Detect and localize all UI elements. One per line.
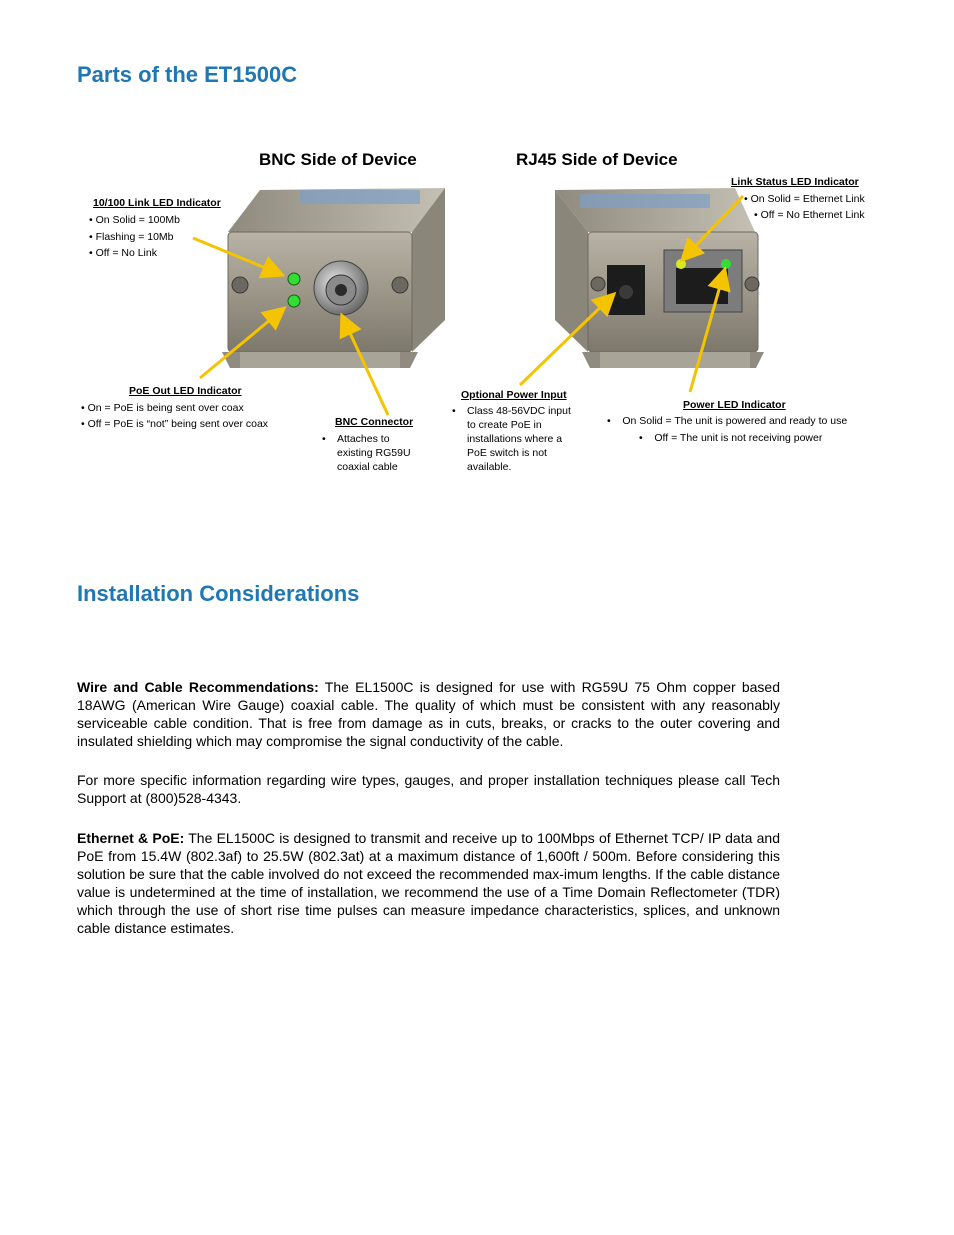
link-status-led-item: • Off = No Ethernet Link bbox=[754, 209, 865, 221]
optional-power-line: PoE switch is not bbox=[467, 447, 547, 459]
rj45-side-caption: RJ45 Side of Device bbox=[516, 150, 678, 169]
tech-support-paragraph: For more specific information regarding wire types, gauges, and proper installation techniques please call Tech Support at (800)528-4343. bbox=[77, 772, 780, 806]
poe-out-led-title: PoE Out LED Indicator bbox=[129, 385, 242, 397]
link-status-led-title: Link Status LED Indicator bbox=[731, 176, 859, 188]
bullet: • bbox=[322, 433, 326, 445]
wire-cable-text: The EL1500C is designed for use with RG59U 75 Ohm copper based 18AWG (American Wire Gauge) coaxial cable. The quality of which must be consistent with any reasonably serviceable cable condition. That is free from damage as in cuts, breaks, or cracks to the outer covering and insulated shielding which may compromise the signal conductivity of the cable. bbox=[77, 679, 781, 749]
bnc-side-device bbox=[222, 188, 445, 368]
poe-led-icon bbox=[288, 295, 300, 307]
bnc-connector-line: existing RG59U bbox=[337, 447, 411, 459]
bullet: • bbox=[452, 405, 456, 417]
wire-cable-label: Wire and Cable Recommendations: bbox=[77, 679, 319, 695]
ethernet-poe-paragraph bbox=[77, 829, 780, 937]
link-status-led-item: • On Solid = Ethernet Link bbox=[744, 193, 865, 205]
bnc-connector-line: Attaches to bbox=[337, 433, 390, 445]
optional-power-line: to create PoE in bbox=[467, 419, 542, 431]
rj45-side-device bbox=[555, 188, 764, 368]
link-led-item: • On Solid = 100Mb bbox=[89, 214, 180, 226]
device-figure bbox=[0, 0, 954, 500]
link-led-item: • Off = No Link bbox=[89, 247, 157, 259]
link-status-led-icon bbox=[676, 259, 686, 269]
power-led-title: Power LED Indicator bbox=[683, 399, 786, 411]
optional-power-title: Optional Power Input bbox=[461, 389, 567, 401]
ethernet-poe-text: The EL1500C is designed to transmit and receive up to 100Mbps of Ethernet TCP/ IP data and PoE from 15.4W (802.3af) to 25.5W (802.3at) at a maximum distance of 1,600ft / 500m. Before considering this solution be sure that the cable involved do not exceed the recommended max-imum lengths. If the cable distance value is undetermined at the time of installation, we recommend the use of a Time Domain Reflectometer (TDR) which through the use of short rise time pulses can measure impedance characteristics, splices, and unknown cable distance estimates. bbox=[77, 830, 780, 936]
optional-power-line: installations where a bbox=[467, 433, 563, 445]
bnc-connector-line: coaxial cable bbox=[337, 461, 398, 473]
section-title-parts: Parts of the ET1500C bbox=[77, 62, 298, 87]
ethernet-poe-label: Ethernet & PoE: bbox=[77, 830, 185, 846]
power-led-item: • On Solid = The unit is powered and ready to use bbox=[607, 415, 848, 427]
link-led-title: 10/100 Link LED Indicator bbox=[93, 197, 221, 209]
bnc-side-caption: BNC Side of Device bbox=[259, 150, 417, 169]
poe-out-led-item: • On = PoE is being sent over coax bbox=[81, 402, 244, 414]
optional-power-line: Class 48-56VDC input bbox=[467, 405, 571, 417]
link-led-item: • Flashing = 10Mb bbox=[89, 231, 174, 243]
section-title-installation: Installation Considerations bbox=[77, 581, 360, 606]
poe-out-led-item: • Off = PoE is “not” being sent over coax bbox=[81, 418, 269, 430]
link-led-icon bbox=[288, 273, 300, 285]
wire-cable-paragraph bbox=[77, 678, 780, 750]
power-led-icon bbox=[721, 259, 731, 269]
power-led-item: • Off = The unit is not receiving power bbox=[639, 432, 823, 444]
optional-power-line: available. bbox=[467, 461, 512, 473]
bnc-connector-title: BNC Connector bbox=[335, 416, 414, 428]
